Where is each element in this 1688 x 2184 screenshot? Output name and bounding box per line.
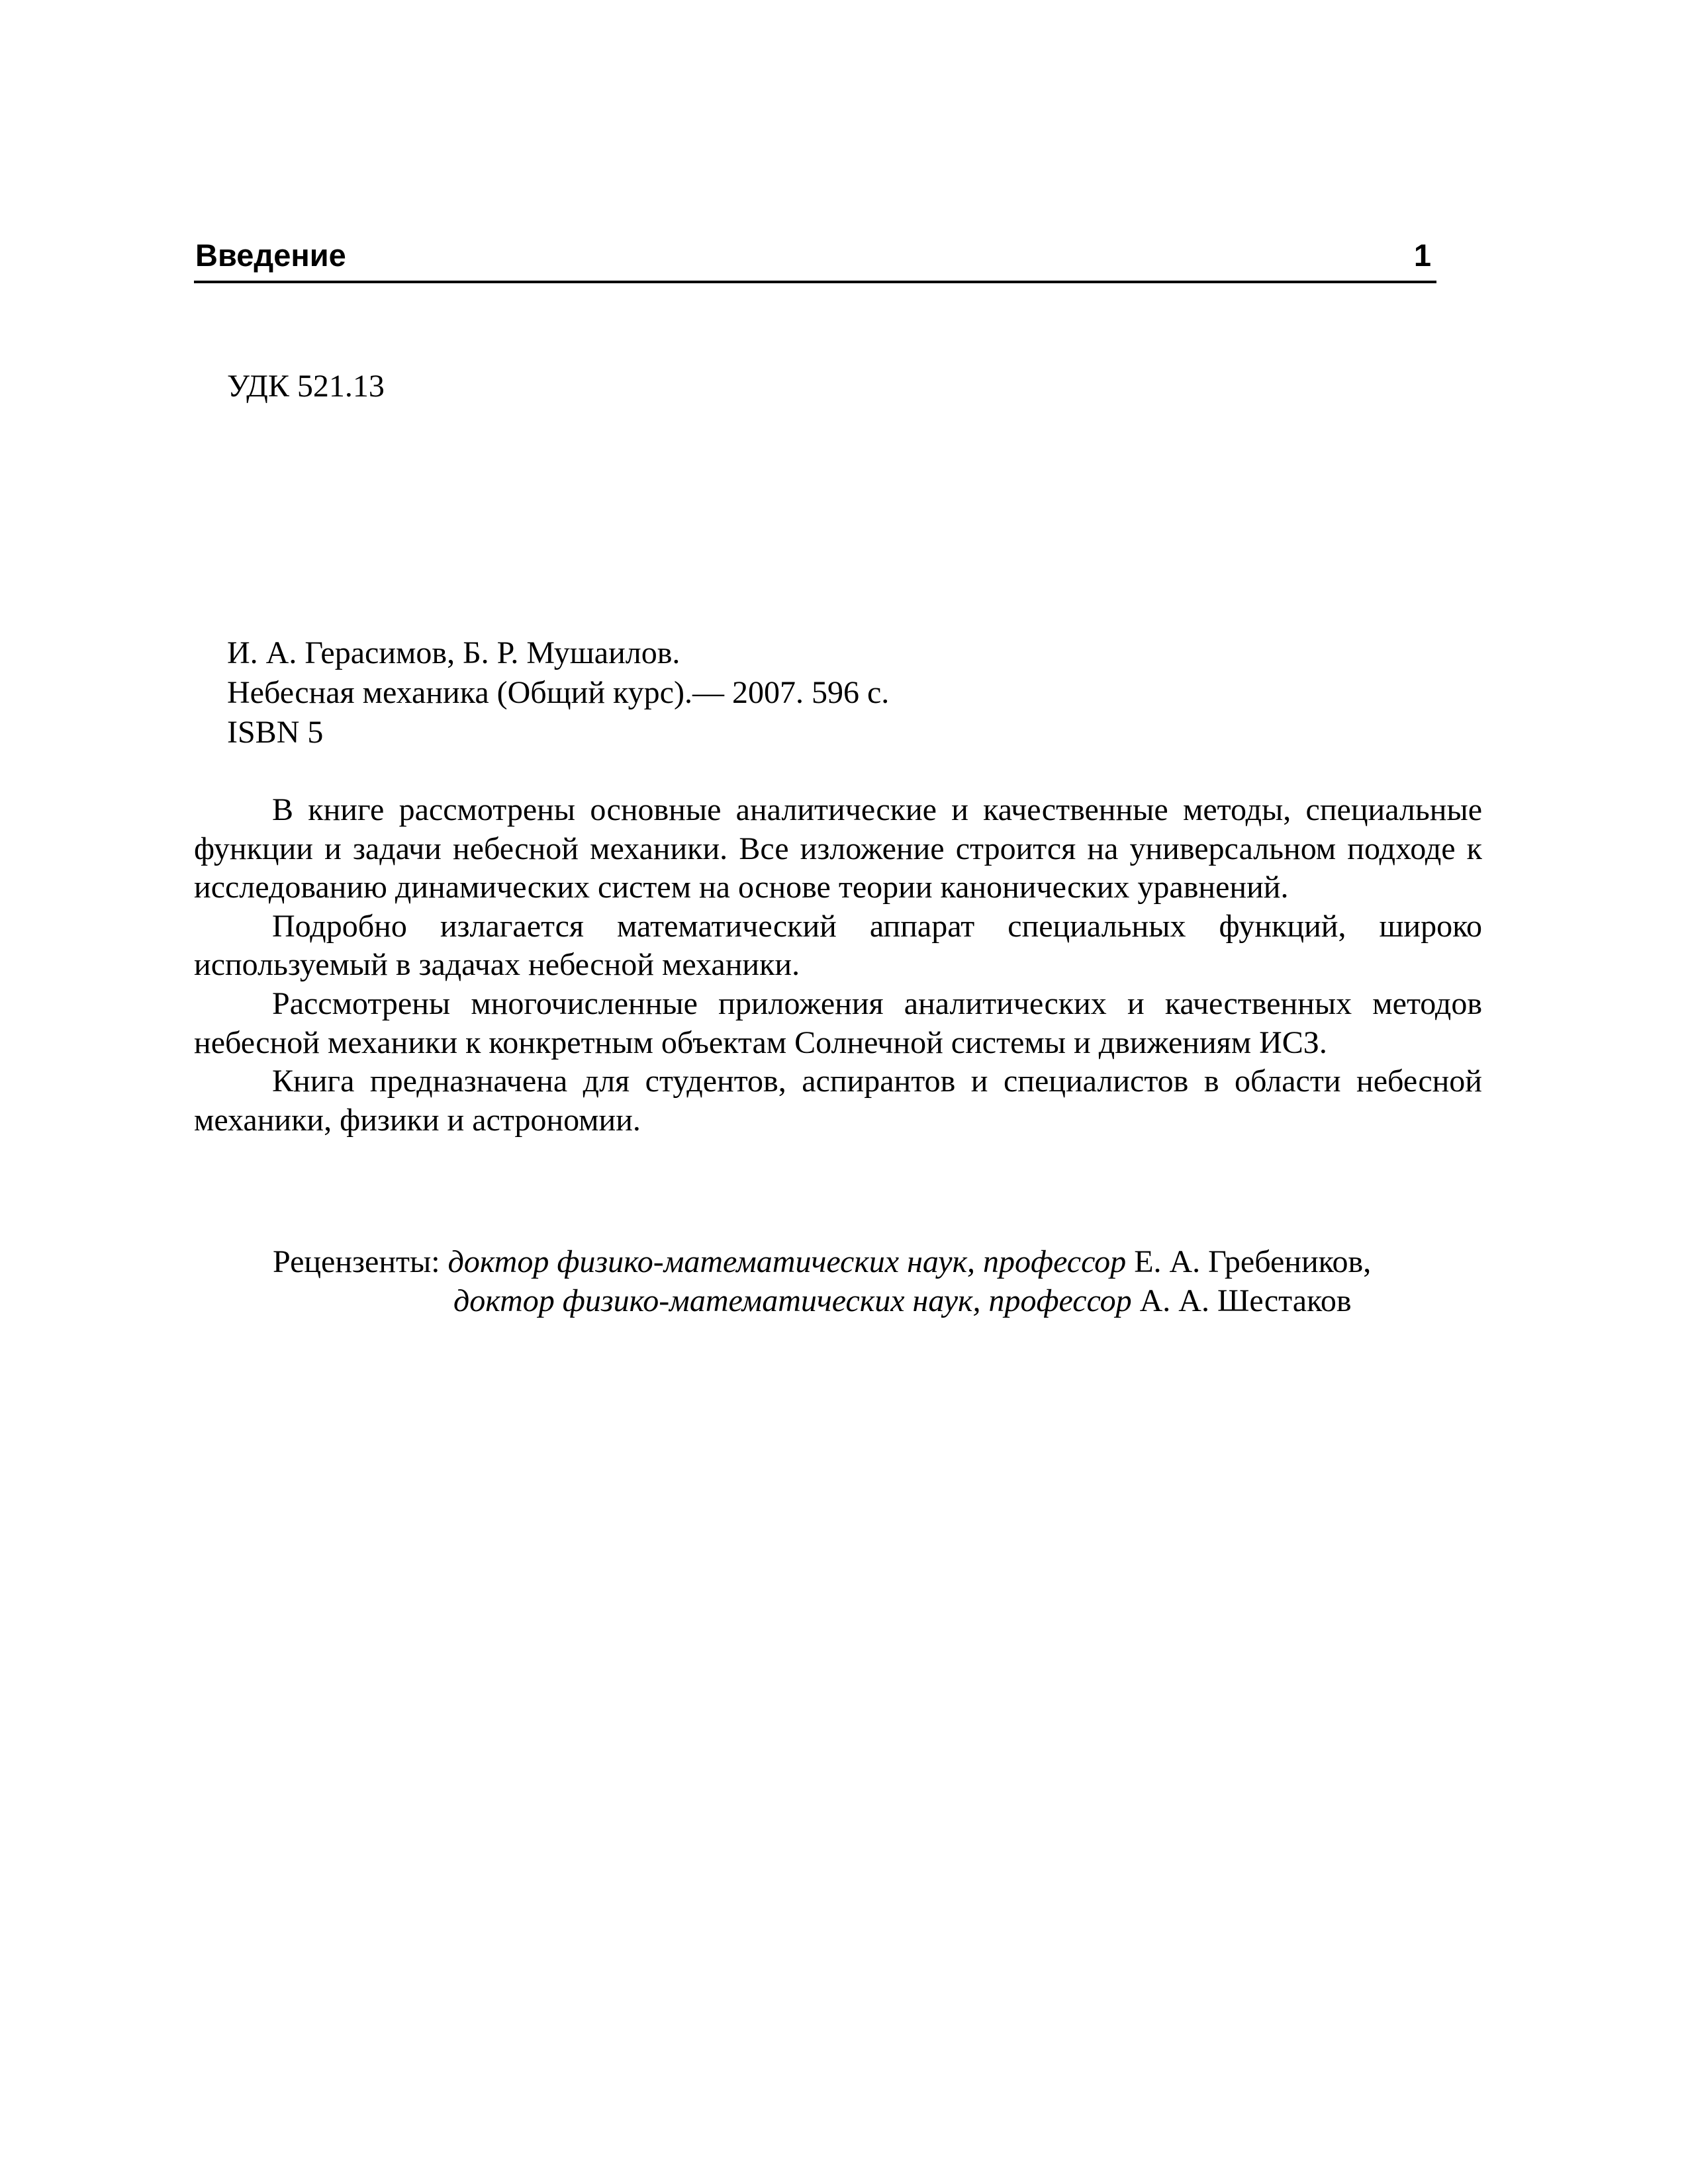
section-title: Введение [195, 238, 346, 273]
book-title-line: Небесная механика (Общий курс).— 2007. 596 с. [227, 675, 890, 710]
annotation-paragraph: Подробно излагается математический аппарат специальных функций, широко используемый в задачах небесной механики. [194, 908, 1482, 983]
udk-code: УДК 521.13 [227, 369, 385, 404]
isbn: ISBN 5 [227, 715, 324, 750]
reviewer-credentials: доктор физико-математических наук, профессор [447, 1244, 1127, 1279]
reviewer-credentials: доктор физико-математических наук, профессор [453, 1283, 1132, 1318]
authors: И. А. Герасимов, Б. Р. Мушаилов. [227, 635, 680, 670]
annotation-paragraph: Книга предназначена для студентов, аспирантов и специалистов в области небесной механики, физики и астрономии. [194, 1064, 1482, 1138]
running-head [194, 230, 1436, 283]
annotation-paragraph: Рассмотрены многочисленные приложения аналитических и качественных методов небесной механики к конкретным объектам Солнечной системы и движениям ИСЗ. [194, 985, 1482, 1060]
annotation [194, 791, 1482, 1140]
page-number: 1 [1413, 238, 1431, 273]
reviewers [273, 1242, 1371, 1320]
reviewer-name: Е. А. Гребеников, [1134, 1244, 1372, 1279]
bibliographic-record [227, 633, 889, 752]
annotation-paragraph: В книге рассмотрены основные аналитические и качественные методы, специальные функции и задачи небесной механики. Все изложение строится на универсальном подходе к исследованию динамических систем на основе теории канонических уравнений. [194, 792, 1482, 905]
reviewers-label: Рецензенты: [273, 1244, 440, 1279]
reviewer-name: А. А. Шестаков [1139, 1283, 1352, 1318]
reviewer-line [273, 1242, 1371, 1281]
reviewer-line [273, 1281, 1371, 1320]
